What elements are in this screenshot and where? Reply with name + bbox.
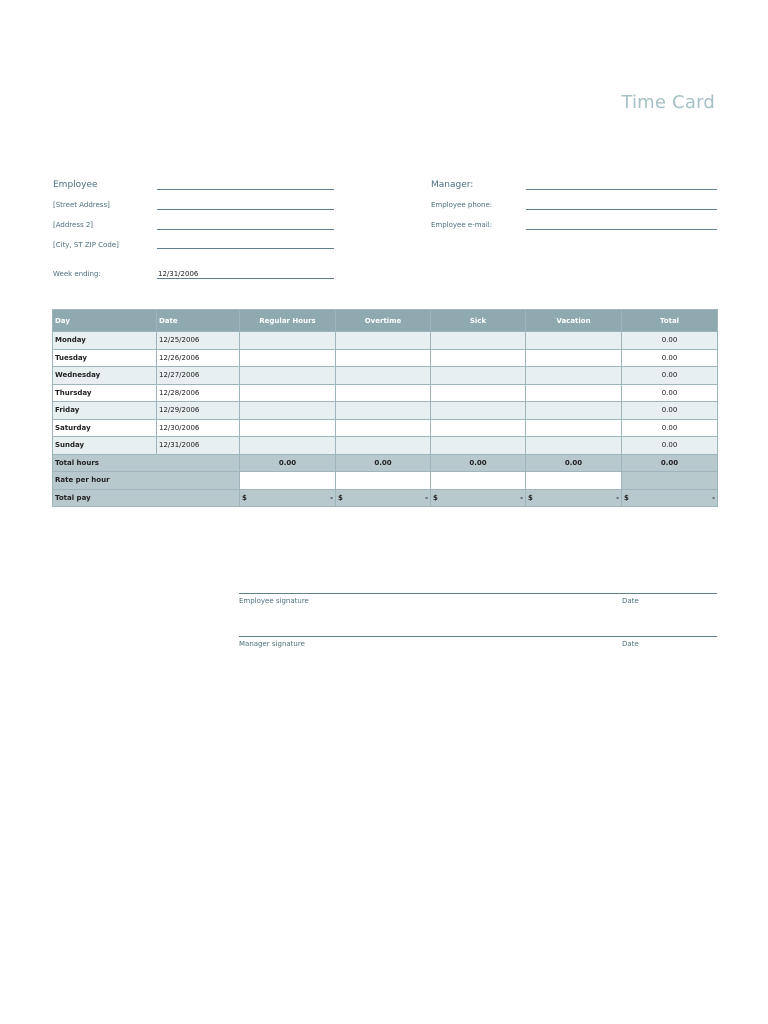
city-field[interactable]: [157, 248, 334, 249]
regular-hours-cell[interactable]: [240, 437, 336, 455]
date-cell[interactable]: 12/30/2006: [157, 419, 240, 437]
table-header-row: [53, 310, 718, 332]
address2-label: [Address 2]: [53, 221, 94, 229]
table-row: [53, 437, 718, 455]
total-cell: 0.00: [622, 384, 718, 402]
day-cell: Tuesday: [53, 349, 157, 367]
sick-cell[interactable]: [431, 419, 526, 437]
employee-email-label: Employee e-mail:: [431, 221, 493, 229]
col-header-day: Day: [53, 310, 157, 332]
overtime-cell[interactable]: [336, 402, 431, 420]
table-row: [53, 419, 718, 437]
col-header-overtime: Overtime: [336, 310, 431, 332]
regular-hours-cell[interactable]: [240, 384, 336, 402]
day-cell: Monday: [53, 332, 157, 350]
overtime-cell[interactable]: [336, 349, 431, 367]
regular-hours-cell[interactable]: [240, 332, 336, 350]
vacation-cell[interactable]: [526, 332, 622, 350]
street-address-label: [Street Address]: [53, 201, 110, 209]
rate-vacation-cell[interactable]: [526, 472, 622, 490]
total-hours-row: [53, 454, 718, 472]
col-header-regular-hours: Regular Hours: [240, 310, 336, 332]
regular-hours-cell[interactable]: [240, 419, 336, 437]
employee-signature-label: Employee signature: [239, 597, 309, 605]
pay-value: -: [520, 493, 523, 502]
vacation-cell[interactable]: [526, 419, 622, 437]
sick-cell[interactable]: [431, 384, 526, 402]
day-cell: Friday: [53, 402, 157, 420]
vacation-cell[interactable]: [526, 349, 622, 367]
total-cell: 0.00: [622, 402, 718, 420]
rate-label: Rate per hour: [53, 472, 240, 490]
vacation-cell[interactable]: [526, 384, 622, 402]
employee-label: Employee: [53, 180, 98, 190]
city-label: [City, ST ZIP Code]: [53, 241, 119, 249]
sick-cell[interactable]: [431, 332, 526, 350]
currency-symbol: $: [624, 493, 629, 502]
pay-sick: [431, 489, 526, 507]
rate-sick-cell[interactable]: [431, 472, 526, 490]
overtime-cell[interactable]: [336, 367, 431, 385]
address2-field[interactable]: [157, 229, 334, 230]
pay-value: -: [712, 493, 715, 502]
rate-regular-cell[interactable]: [240, 472, 336, 490]
total-cell: 0.00: [622, 367, 718, 385]
date-cell[interactable]: 12/29/2006: [157, 402, 240, 420]
date-cell[interactable]: 12/28/2006: [157, 384, 240, 402]
employee-signature-line[interactable]: [239, 593, 717, 594]
date-cell[interactable]: 12/27/2006: [157, 367, 240, 385]
pay-vacation: [526, 489, 622, 507]
pay-value: -: [330, 493, 333, 502]
total-cell: 0.00: [622, 332, 718, 350]
employee-field[interactable]: [157, 189, 334, 190]
pay-value: -: [616, 493, 619, 502]
sick-cell[interactable]: [431, 437, 526, 455]
total-pay-row: [53, 489, 718, 507]
date-cell[interactable]: 12/31/2006: [157, 437, 240, 455]
overtime-cell[interactable]: [336, 419, 431, 437]
employee-email-field[interactable]: [526, 229, 717, 230]
total-vacation: 0.00: [526, 454, 622, 472]
overtime-cell[interactable]: [336, 332, 431, 350]
employee-signature-date-label: Date: [622, 597, 639, 605]
total-cell: 0.00: [622, 349, 718, 367]
currency-symbol: $: [338, 493, 343, 502]
day-cell: Wednesday: [53, 367, 157, 385]
regular-hours-cell[interactable]: [240, 367, 336, 385]
pay-overtime: [336, 489, 431, 507]
employee-phone-field[interactable]: [526, 209, 717, 210]
manager-field[interactable]: [526, 189, 717, 190]
pay-regular: [240, 489, 336, 507]
sick-cell[interactable]: [431, 367, 526, 385]
vacation-cell[interactable]: [526, 367, 622, 385]
day-cell: Thursday: [53, 384, 157, 402]
vacation-cell[interactable]: [526, 402, 622, 420]
total-cell: 0.00: [622, 437, 718, 455]
rate-overtime-cell[interactable]: [336, 472, 431, 490]
manager-signature-line[interactable]: [239, 636, 717, 637]
date-cell[interactable]: 12/26/2006: [157, 349, 240, 367]
rate-row: [53, 472, 718, 490]
vacation-cell[interactable]: [526, 437, 622, 455]
col-header-total: Total: [622, 310, 718, 332]
currency-symbol: $: [242, 493, 247, 502]
rate-total-cell: [622, 472, 718, 490]
manager-signature-date-label: Date: [622, 640, 639, 648]
day-cell: Saturday: [53, 419, 157, 437]
total-pay-label: Total pay: [53, 489, 240, 507]
sick-cell[interactable]: [431, 349, 526, 367]
table-row: [53, 349, 718, 367]
currency-symbol: $: [433, 493, 438, 502]
total-cell: 0.00: [622, 419, 718, 437]
col-header-vacation: Vacation: [526, 310, 622, 332]
regular-hours-cell[interactable]: [240, 402, 336, 420]
regular-hours-cell[interactable]: [240, 349, 336, 367]
table-row: [53, 367, 718, 385]
total-overtime: 0.00: [336, 454, 431, 472]
overtime-cell[interactable]: [336, 437, 431, 455]
sick-cell[interactable]: [431, 402, 526, 420]
overtime-cell[interactable]: [336, 384, 431, 402]
col-header-sick: Sick: [431, 310, 526, 332]
page-title: Time Card: [621, 92, 715, 113]
total-hours-label: Total hours: [53, 454, 240, 472]
total-sick: 0.00: [431, 454, 526, 472]
street-address-field[interactable]: [157, 209, 334, 210]
pay-total: [622, 489, 718, 507]
total-all-hours: 0.00: [622, 454, 718, 472]
col-header-date: Date: [157, 310, 240, 332]
manager-signature-label: Manager signature: [239, 640, 305, 648]
pay-value: -: [425, 493, 428, 502]
employee-phone-label: Employee phone:: [431, 201, 493, 209]
manager-label: Manager:: [431, 180, 474, 190]
time-card-table: [52, 309, 718, 507]
day-cell: Sunday: [53, 437, 157, 455]
date-cell[interactable]: 12/25/2006: [157, 332, 240, 350]
week-ending-field[interactable]: [157, 278, 334, 279]
table-row: [53, 402, 718, 420]
week-ending-label: Week ending:: [53, 270, 101, 278]
total-regular-hours: 0.00: [240, 454, 336, 472]
table-row: [53, 384, 718, 402]
table-row: [53, 332, 718, 350]
week-ending-value[interactable]: 12/31/2006: [158, 270, 199, 278]
currency-symbol: $: [528, 493, 533, 502]
